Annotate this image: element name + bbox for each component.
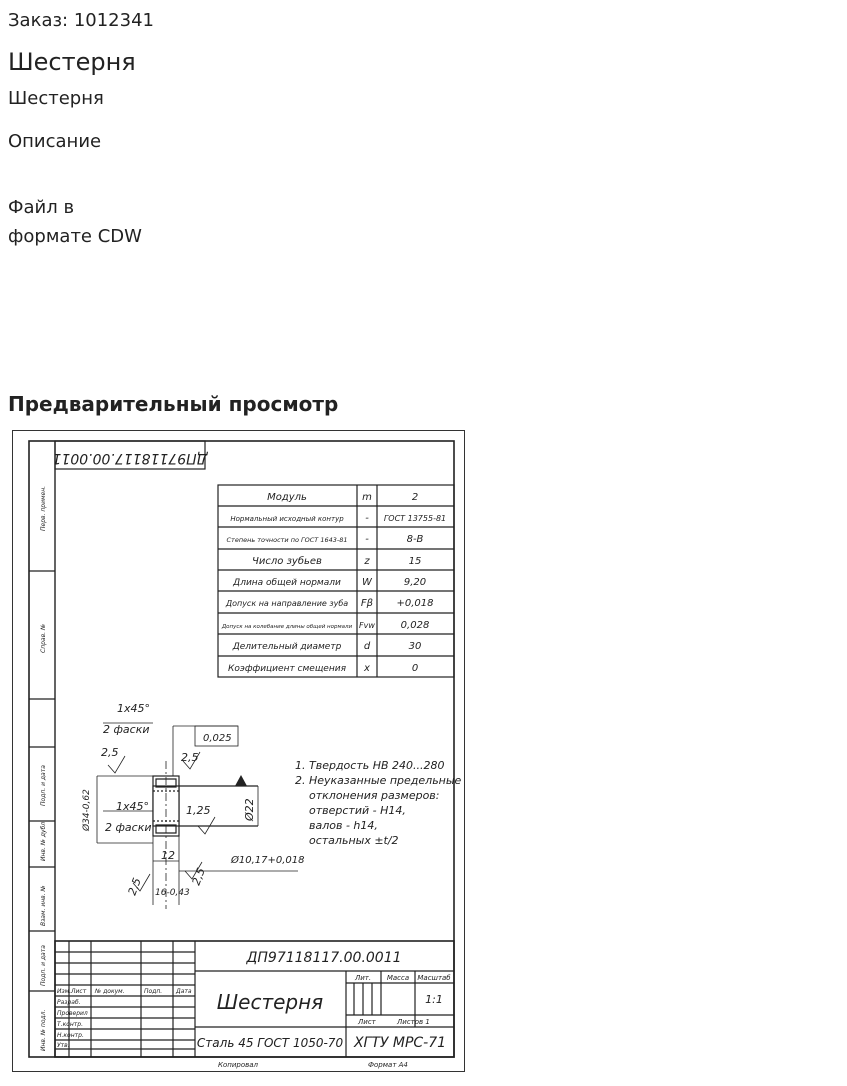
title-block-mass: Масса — [386, 974, 410, 982]
sig-label: Н.контр. — [57, 1032, 84, 1039]
side-label: Инв. № подл. — [40, 1009, 47, 1051]
param-sym: W — [362, 577, 372, 588]
file-format-line-1: Файл в — [8, 197, 75, 218]
dim-width: 12 — [161, 849, 175, 862]
preview-heading: Предварительный просмотр — [8, 392, 339, 416]
title-block-scale-value: 1:1 — [425, 993, 443, 1006]
param-name: Делительный диаметр — [232, 642, 342, 652]
title-block-material: Сталь 45 ГОСТ 1050-70 — [196, 1036, 344, 1050]
dim-width-2: 16-0,43 — [155, 888, 190, 898]
sig-label: Проверил — [57, 1010, 88, 1017]
param-val: 0 — [411, 663, 419, 674]
param-name: Нормальный исходный контур — [230, 515, 344, 523]
sig-label: Т.контр. — [57, 1021, 84, 1028]
note-5: валов - h14, — [309, 819, 378, 832]
dim-roughness-4: 2,5 — [125, 876, 144, 898]
param-sym: d — [363, 641, 371, 652]
dim-roughness-1: 2,5 — [101, 746, 119, 759]
title-block-part-name: Шестерня — [216, 990, 324, 1014]
param-sym: - — [365, 534, 369, 545]
file-format-info — [8, 193, 168, 251]
side-label: Взам. инв. № — [40, 885, 47, 926]
note-4: отверстий - H14, — [309, 804, 406, 817]
note-2: 2. Неуказанные предельные — [295, 774, 462, 787]
param-sym: Fvw — [359, 621, 375, 630]
dim-chamfer-1-note: 2 фаски — [103, 723, 150, 736]
param-val: 30 — [408, 641, 422, 652]
param-val: 9,20 — [403, 577, 427, 588]
product-title: Шестерня — [8, 48, 136, 76]
dim-bore: Ø10,17+0,018 — [231, 855, 305, 866]
dim-tolerance: 0,025 — [203, 733, 232, 744]
sig-label: Изм. — [57, 988, 72, 995]
param-val: +0,018 — [396, 598, 434, 609]
param-val: 2 — [411, 492, 419, 503]
title-block-scale: Масштаб — [417, 974, 451, 982]
file-format-line-2: формате CDW — [8, 226, 142, 247]
side-label: Подп. и дата — [40, 765, 47, 806]
param-name: Длина общей нормали — [233, 578, 341, 588]
param-sym: x — [364, 663, 370, 674]
dim-chamfer-2: 1x45° — [116, 800, 150, 813]
sig-label: Утв. — [57, 1042, 70, 1049]
sig-label: Подп. — [144, 988, 163, 995]
param-sym: - — [365, 513, 369, 524]
param-val: 15 — [408, 556, 422, 567]
title-block-sheets: Листов 1 — [397, 1018, 430, 1026]
note-1: 1. Твердость HB 240...280 — [295, 759, 445, 772]
product-subtitle: Шестерня — [8, 88, 104, 109]
side-label: Инв. № дубл. — [40, 819, 47, 861]
param-sym: Fβ — [360, 598, 374, 609]
dim-outer-diameter: Ø34-0,62 — [82, 789, 92, 831]
note-6: остальных ±t/2 — [309, 834, 399, 847]
side-label: Справ. № — [40, 623, 47, 653]
param-val: 8-В — [406, 534, 424, 545]
order-number: Заказ: 1012341 — [8, 10, 154, 31]
sig-label: Лист — [71, 988, 87, 995]
dim-roughness-3: 1,25 — [186, 804, 211, 817]
title-block-doc-number: ДП97118117.00.0011 — [246, 950, 402, 966]
stamp-top-text: ДП97118117.00.0011 — [52, 450, 208, 466]
param-name: Число зубьев — [252, 556, 322, 567]
param-name: Допуск на колебание длины общей нормали — [221, 624, 353, 630]
side-label: Перв. примен. — [40, 485, 47, 531]
dim-roughness-5: 2,5 — [189, 866, 208, 888]
param-sym: z — [364, 556, 370, 567]
param-name: Модуль — [267, 492, 307, 503]
title-block-copied: Копировал — [218, 1061, 258, 1069]
param-name: Допуск на направление зуба — [225, 599, 349, 608]
param-val: ГОСТ 13755-81 — [383, 514, 447, 523]
title-block-org: ХГТУ МРС-71 — [353, 1035, 447, 1051]
param-sym: m — [362, 492, 372, 503]
drawing-preview[interactable] — [12, 430, 465, 1072]
dim-chamfer-2-note: 2 фаски — [105, 821, 152, 834]
dim-chamfer-1: 1x45° — [117, 702, 151, 715]
sig-label: № докум. — [95, 988, 125, 995]
param-val: 0,028 — [400, 620, 430, 631]
title-block-format: Формат А4 — [368, 1061, 408, 1069]
description-label: Описание — [8, 131, 102, 152]
technical-drawing — [13, 431, 464, 1071]
title-block-sheet: Лист — [358, 1018, 376, 1026]
param-name: Степень точности по ГОСТ 1643-81 — [226, 536, 348, 544]
param-name: Коэффициент смещения — [227, 664, 347, 674]
sig-label: Разраб. — [57, 999, 81, 1006]
dim-inner-diameter: Ø22 — [243, 798, 256, 821]
title-block-lit: Лит. — [354, 974, 372, 982]
sig-label: Дата — [176, 988, 192, 995]
note-3: отклонения размеров: — [309, 789, 440, 802]
dim-roughness-2: 2,5 — [181, 751, 199, 764]
side-label: Подп. и дата — [40, 945, 47, 986]
